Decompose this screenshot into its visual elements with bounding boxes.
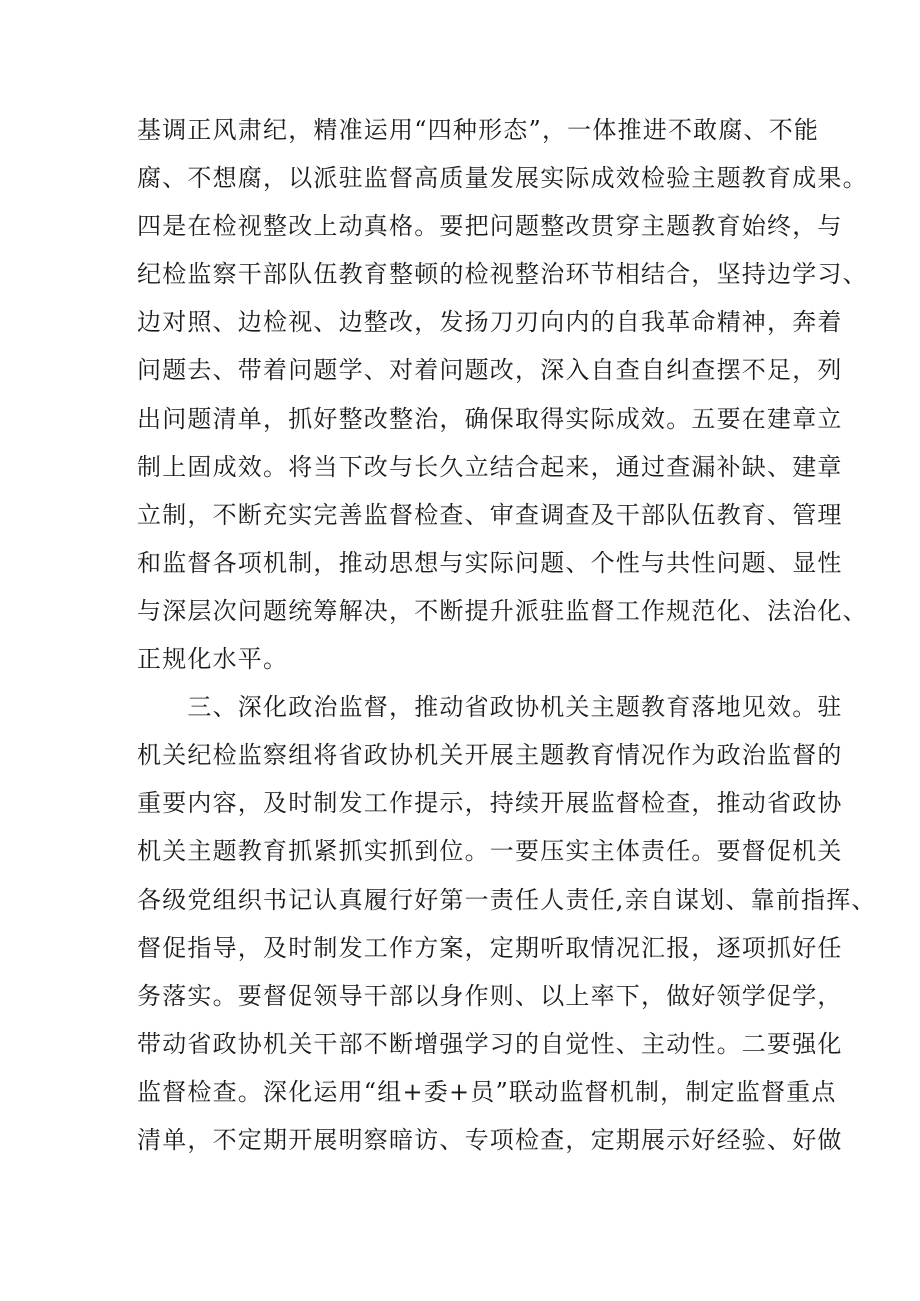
text-line: 正规化水平。 xyxy=(137,645,289,674)
text-line: 机关主题教育抓紧抓实抓到位。一要压实主体责任。要督促机关 xyxy=(137,837,843,866)
text-line: 纪检监察干部队伍教育整顿的检视整治环节相结合，坚持边学习、 xyxy=(137,260,868,289)
text-line: 问题去、带着问题学、对着问题改，深入自查自纠查摆不足，列 xyxy=(137,356,843,385)
text-line: 立制，不断充实完善监督检查、审查调查及干部队伍教育、管理 xyxy=(137,500,843,529)
text-line: 机关纪检监察组将省政协机关开展主题教育情况作为政治监督的 xyxy=(137,741,843,770)
text-line: 四是在检视整改上动真格。要把问题整改贯穿主题教育始终，与 xyxy=(137,212,843,241)
text-line: 和监督各项机制，推动思想与实际问题、个性与共性问题、显性 xyxy=(137,548,843,577)
text-line: 重要内容，及时制发工作提示，持续开展监督检查，推动省政协 xyxy=(137,789,843,818)
text-line: 腐、不想腐，以派驻监督高质量发展实际成效检验主题教育成果。 xyxy=(137,164,868,193)
body-text xyxy=(137,106,877,1164)
text-line: 与深层次问题统筹解决，不断提升派驻监督工作规范化、法治化、 xyxy=(137,596,868,625)
text-line: 督促指导，及时制发工作方案，定期听取情况汇报，逐项抓好任 xyxy=(137,933,843,962)
text-line: 各级党组织书记认真履行好第一责任人责任,亲自谋划、靠前指挥、 xyxy=(137,885,877,914)
text-line: 清单，不定期开展明察暗访、专项检查，定期展示好经验、好做 xyxy=(137,1125,843,1154)
section-heading-line: 三、深化政治监督，推动省政协机关主题教育落地见效。驻 xyxy=(137,693,843,722)
text-line: 带动省政协机关干部不断增强学习的自觉性、主动性。二要强化 xyxy=(137,1029,843,1058)
text-line: 监督检查。深化运用“组+委+员”联动监督机制，制定监督重点 xyxy=(137,1077,837,1106)
text-line: 出问题清单，抓好整改整治，确保取得实际成效。五要在建章立 xyxy=(137,404,843,433)
text-line: 基调正风肃纪，精准运用“四种形态”，一体推进不敢腐、不能 xyxy=(137,116,820,144)
text-line: 边对照、边检视、边整改，发扬刀刃向内的自我革命精神，奔着 xyxy=(137,308,843,337)
text-line: 务落实。要督促领导干部以身作则、以上率下，做好领学促学， xyxy=(137,981,843,1010)
text-line: 制上固成效。将当下改与长久立结合起来，通过查漏补缺、建章 xyxy=(137,452,843,481)
